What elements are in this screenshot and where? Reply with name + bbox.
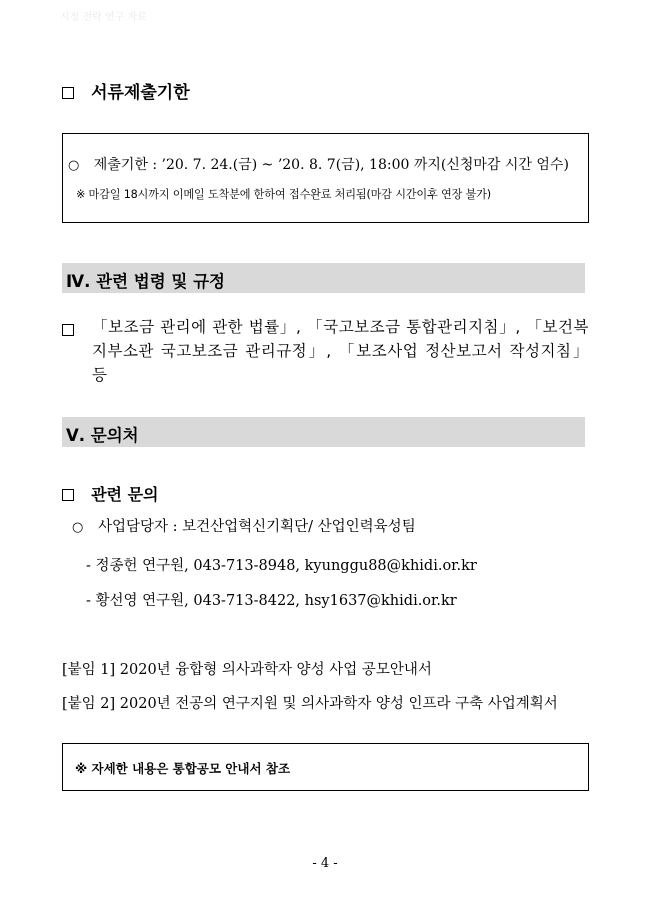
law-bullet xyxy=(62,321,74,340)
section-law-band xyxy=(62,263,585,293)
deadline-section-title xyxy=(62,78,190,103)
square-bullet-icon xyxy=(62,87,74,99)
section-contact-heading: Ⅴ. 문의처 xyxy=(66,426,139,445)
deadline-note: ※ 마감일 18시까지 이메일 도착분에 한하여 접수완료 처리됨(마감 시간이후 연장 불가) xyxy=(76,188,491,201)
circle-bullet-icon: ○ xyxy=(68,158,80,173)
section-contact-band xyxy=(62,417,585,447)
page-number: - 4 - xyxy=(312,856,338,871)
deadline-text: 제출기한 : ’20. 7. 24.(금) ~ ’20. 8. 7(금), 18:00 까지(신청마감 시간 엄수) xyxy=(93,157,569,173)
deadline-title: 서류제출기한 xyxy=(91,83,190,103)
notice-box xyxy=(62,743,589,791)
contact-item: - 정종헌 연구원, 043-713-8948, kyunggu88@khidi.or.kr xyxy=(86,558,477,574)
contact-person-line xyxy=(72,515,416,536)
contact-person-text: 사업담당자 : 보건산업혁신기획단/ 산업인력육성팀 xyxy=(97,519,416,535)
notice-text: ※ 자세한 내용은 통합공모 안내서 참조 xyxy=(75,761,291,776)
contact-subheading: 관련 문의 xyxy=(91,485,159,504)
square-bullet-icon xyxy=(62,489,74,501)
law-text: 「보조금 관리에 관한 법률」, 「국고보조금 통합관리지침」, 「보건복지부소관 국고보조금 관리규정」, 「보조사업 정산보고서 작성지침」 등 xyxy=(92,318,589,384)
deadline-box xyxy=(62,133,589,223)
contact-subsection-title xyxy=(62,482,159,505)
contact-item: - 황선영 연구원, 043-713-8422, hsy1637@khidi.or.kr xyxy=(86,593,457,609)
circle-bullet-icon: ○ xyxy=(72,520,84,535)
attachment-item: [붙임 1] 2020년 융합형 의사과학자 양성 사업 공모안내서 xyxy=(62,662,432,678)
section-law-heading: Ⅳ. 관련 법령 및 규정 xyxy=(66,272,225,291)
attachment-item: [붙임 2] 2020년 전공의 연구지원 및 의사과학자 양성 인프라 구축 사업계획서 xyxy=(62,696,558,712)
header-ghost-text: 시정 전략 연구 자료 xyxy=(60,12,147,23)
deadline-line xyxy=(68,154,569,174)
square-bullet-icon xyxy=(62,324,74,336)
